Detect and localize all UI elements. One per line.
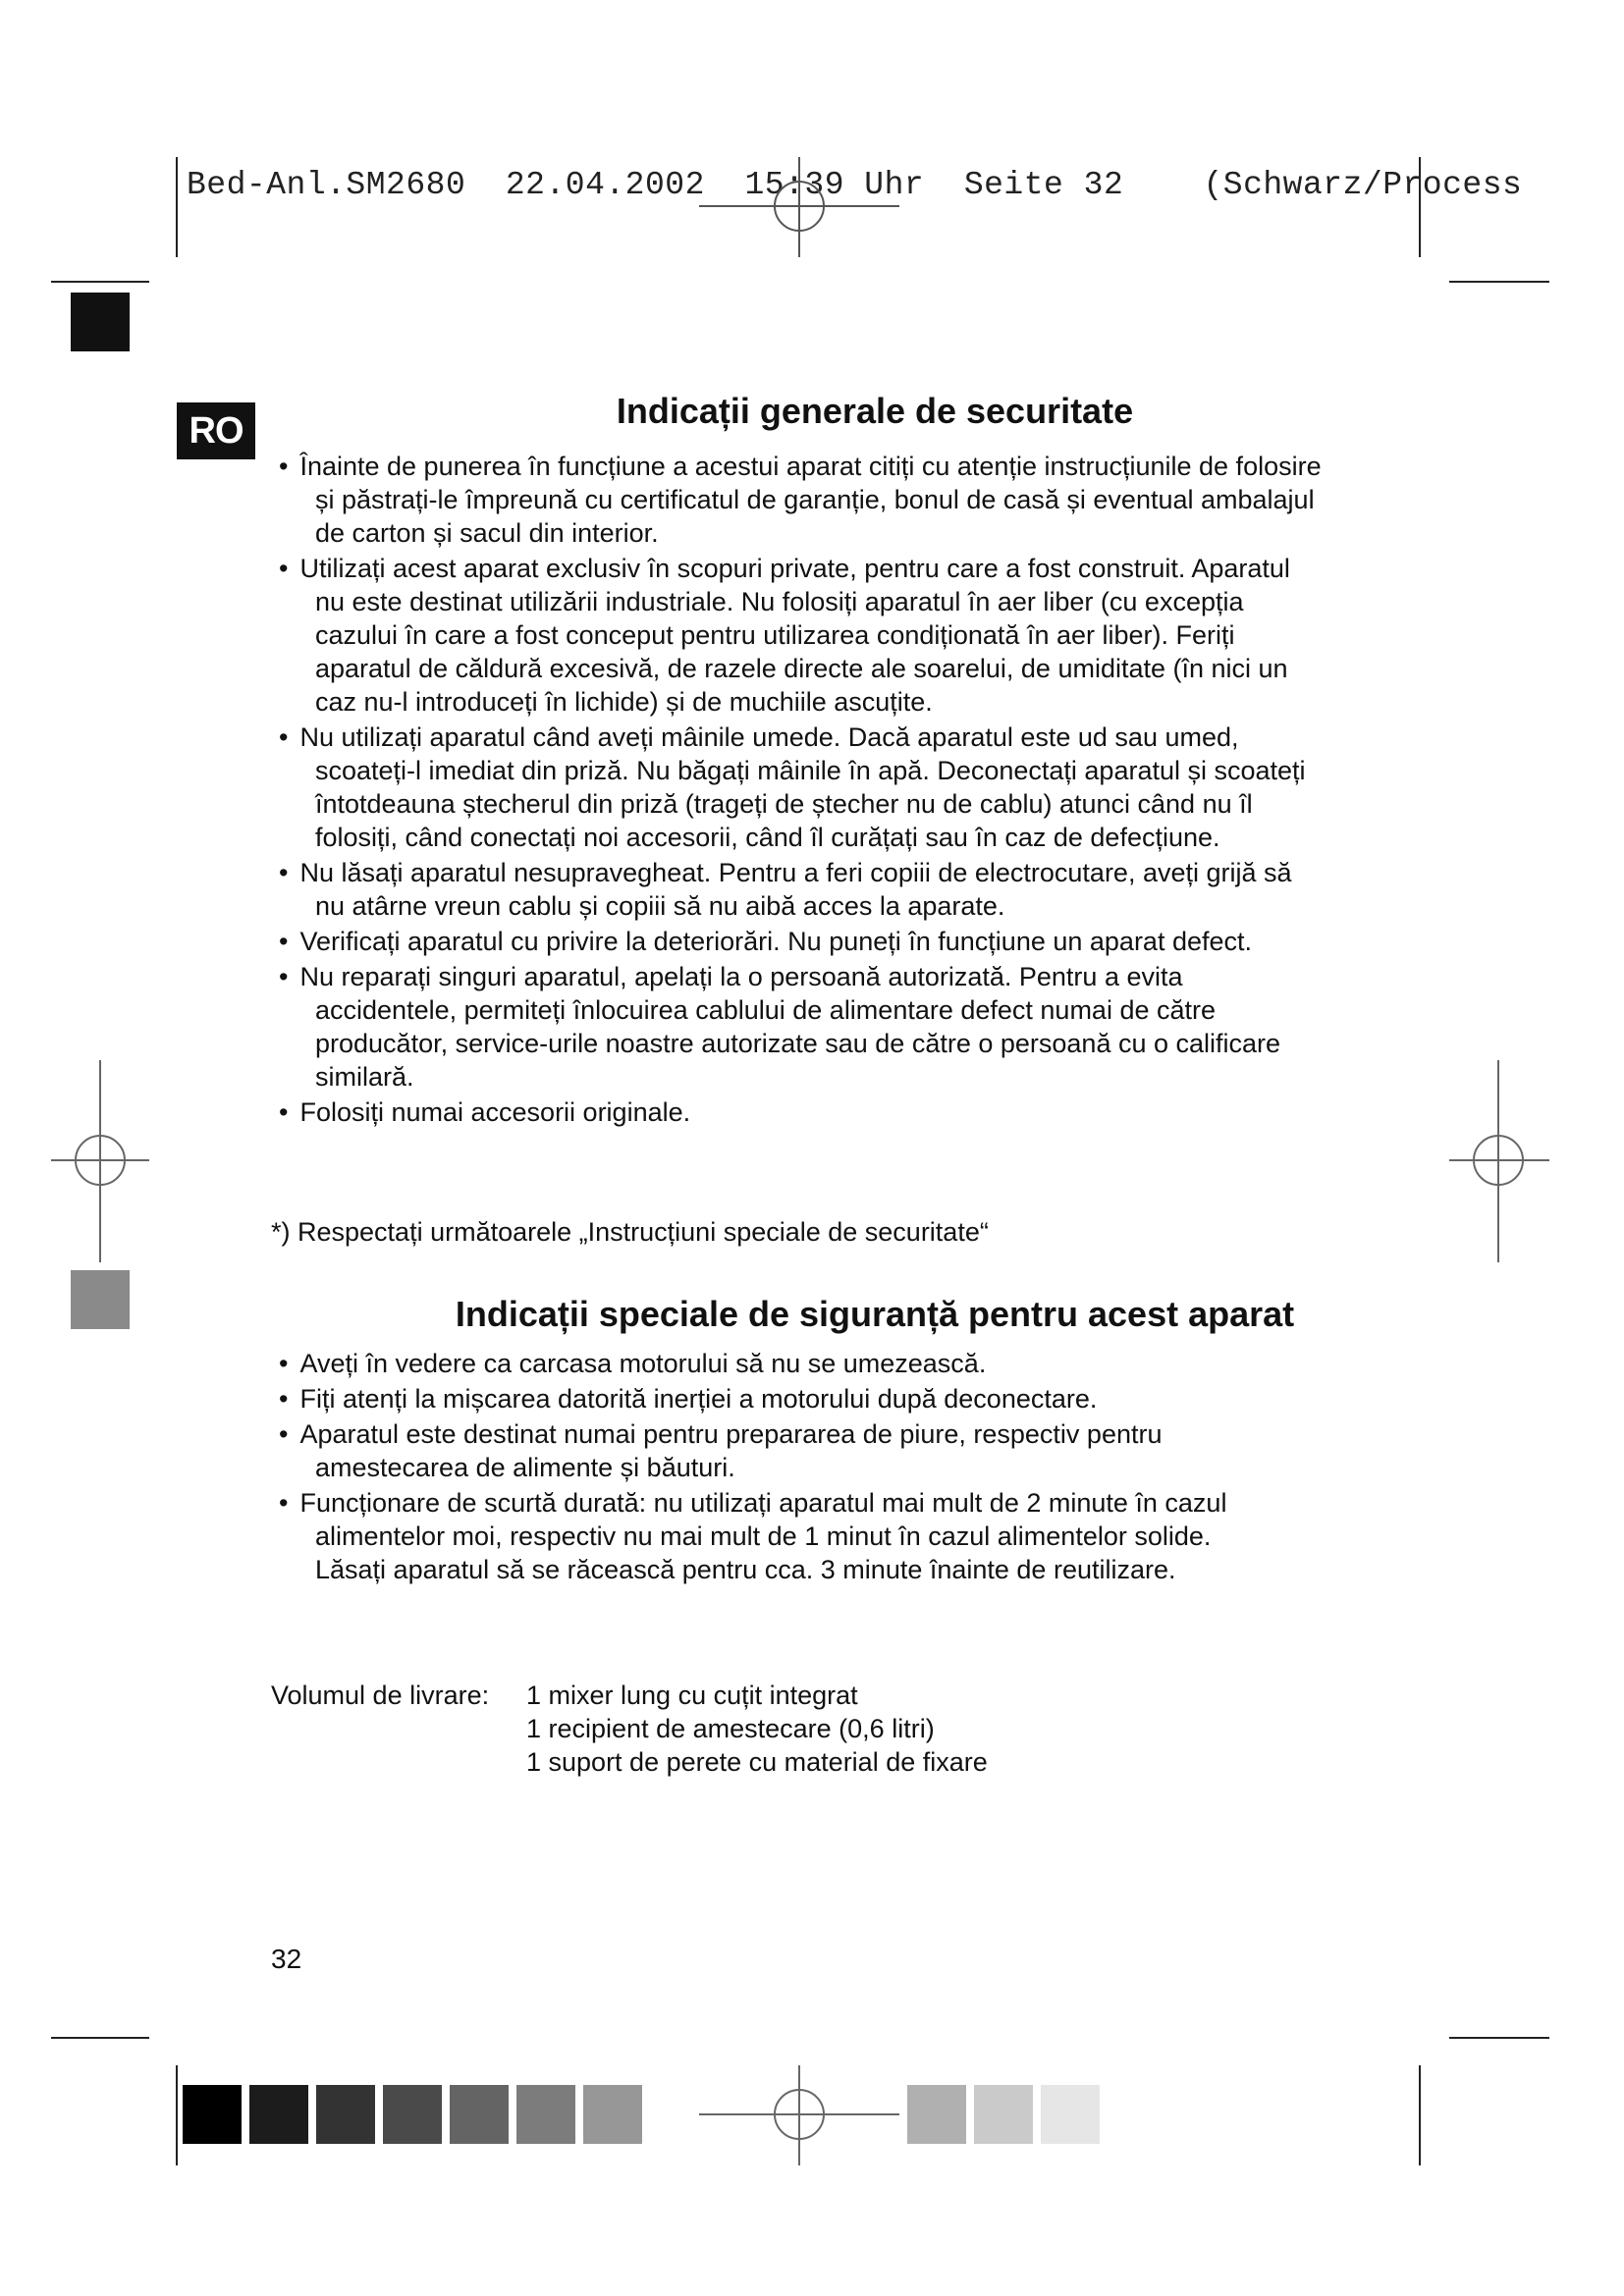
delivery-label: Volumul de livrare: bbox=[271, 1681, 490, 1710]
list-item: • Nu utilizați aparatul când aveți mâinile umede. Dacă aparatul este ud sau umed, scoateți-l imediat din priză. Nu băgați mâinile în apă. Deconectați aparatul și scoateți întotdeauna ștecherul din priză (trageți de ștecher nu de cablu) atunci când nu îl folosiți, când conectați noi accesorii, când îl curățați sau în caz de defecțiune. bbox=[271, 721, 1322, 854]
black-marker-block bbox=[71, 293, 130, 351]
color-swatch bbox=[249, 2085, 308, 2144]
page-number: 32 bbox=[271, 1944, 302, 1974]
list-item-text: Funcționare de scurtă durată: nu utilizați aparatul mai mult de 2 minute în cazul alimentelor moi, respectiv nu mai mult de 1 minut în cazul alimentelor solide. bbox=[299, 1488, 1227, 1551]
list-item: • Înainte de punerea în funcțiune a acestui aparat citiți cu atenție instrucțiunile de folosire și păstrați-le împreună cu certificatul de garanție, bonul de casă și eventual ambalajul de carton și sacul din interior. bbox=[271, 450, 1322, 550]
color-swatch bbox=[1041, 2085, 1100, 2144]
registration-mark-left bbox=[51, 1060, 149, 1262]
section2-title: Indicații speciale de siguranță pentru acest aparat bbox=[455, 1294, 1295, 1334]
list-item: • Aparatul este destinat numai pentru prepararea de piure, respectiv pentru amestecarea de alimente și băuturi. bbox=[271, 1417, 1322, 1484]
gray-marker-block bbox=[71, 1270, 130, 1329]
list-item: • Nu reparați singuri aparatul, apelați la o persoană autorizată. Pentru a evita accidentele, permiteți înlocuirea cablului de alimentare defect numai de către producător, service-urile noastre autorizate sau de către o persoană cu o calificare similară. bbox=[271, 960, 1322, 1094]
color-swatch bbox=[183, 2085, 242, 2144]
list-item: • Nu lăsați aparatul nesupravegheat. Pentru a feri copiii de electrocutare, aveți grijă să nu atârne vreun cablu și copiii să nu aibă acces la aparate. bbox=[271, 856, 1322, 923]
color-swatch bbox=[316, 2085, 375, 2144]
registration-mark-top bbox=[699, 157, 899, 257]
list-item: • Aveți în vedere ca carcasa motorului să nu se umezească. bbox=[271, 1347, 1322, 1380]
delivery-item: 1 mixer lung cu cuțit integrat bbox=[526, 1681, 858, 1710]
color-swatch bbox=[907, 2085, 966, 2144]
delivery-item: 1 suport de perete cu material de fixare bbox=[526, 1747, 988, 1777]
color-swatch bbox=[583, 2085, 642, 2144]
list-item-extra: Lăsați aparatul să se răcească pentru cca. 3 minute înainte de reutilizare. bbox=[315, 1555, 1176, 1584]
color-swatch bbox=[974, 2085, 1033, 2144]
delivery-item: 1 recipient de amestecare (0,6 litri) bbox=[526, 1714, 935, 1743]
list-item: • Verificați aparatul cu privire la deteriorări. Nu puneți în funcțiune un aparat defect. bbox=[271, 925, 1322, 958]
list-item: • Folosiți numai accesorii originale. bbox=[271, 1095, 1322, 1129]
list-item: • Utilizați acest aparat exclusiv în scopuri private, pentru care a fost construit. Aparatul nu este destinat utilizării industriale. Nu folosiți aparatul în aer liber (cu excepția cazului în care a fost conceput pentru utilizarea condiționată în aer liber). Feriți aparatul de căldură excesivă, de razele directe ale soarelui, de umiditate (în nici un caz nu-l introduceți în lichide) și de muchiile ascuțite. bbox=[271, 552, 1322, 719]
color-swatch bbox=[383, 2085, 442, 2144]
list-item bbox=[271, 1486, 1322, 1586]
color-swatch bbox=[516, 2085, 575, 2144]
color-swatch bbox=[450, 2085, 509, 2144]
section1-title: Indicații generale de securitate bbox=[616, 391, 1134, 431]
section2-bullet-list bbox=[271, 1347, 1322, 1588]
registration-mark-bottom bbox=[699, 2065, 899, 2165]
print-slug: Bed-Anl.SM2680 22.04.2002 15:39 Uhr Seite 32 (Schwarz/Process bbox=[187, 167, 1523, 203]
section1-bullet-list bbox=[271, 450, 1322, 1131]
registration-mark-right bbox=[1449, 1060, 1549, 1262]
section1-note: *) Respectați următoarele „Instrucțiuni speciale de securitate“ bbox=[271, 1217, 989, 1247]
list-item: • Fiți atenți la mișcarea datorită inerției a motorului după deconectare. bbox=[271, 1382, 1322, 1415]
language-badge: RO bbox=[177, 402, 255, 459]
